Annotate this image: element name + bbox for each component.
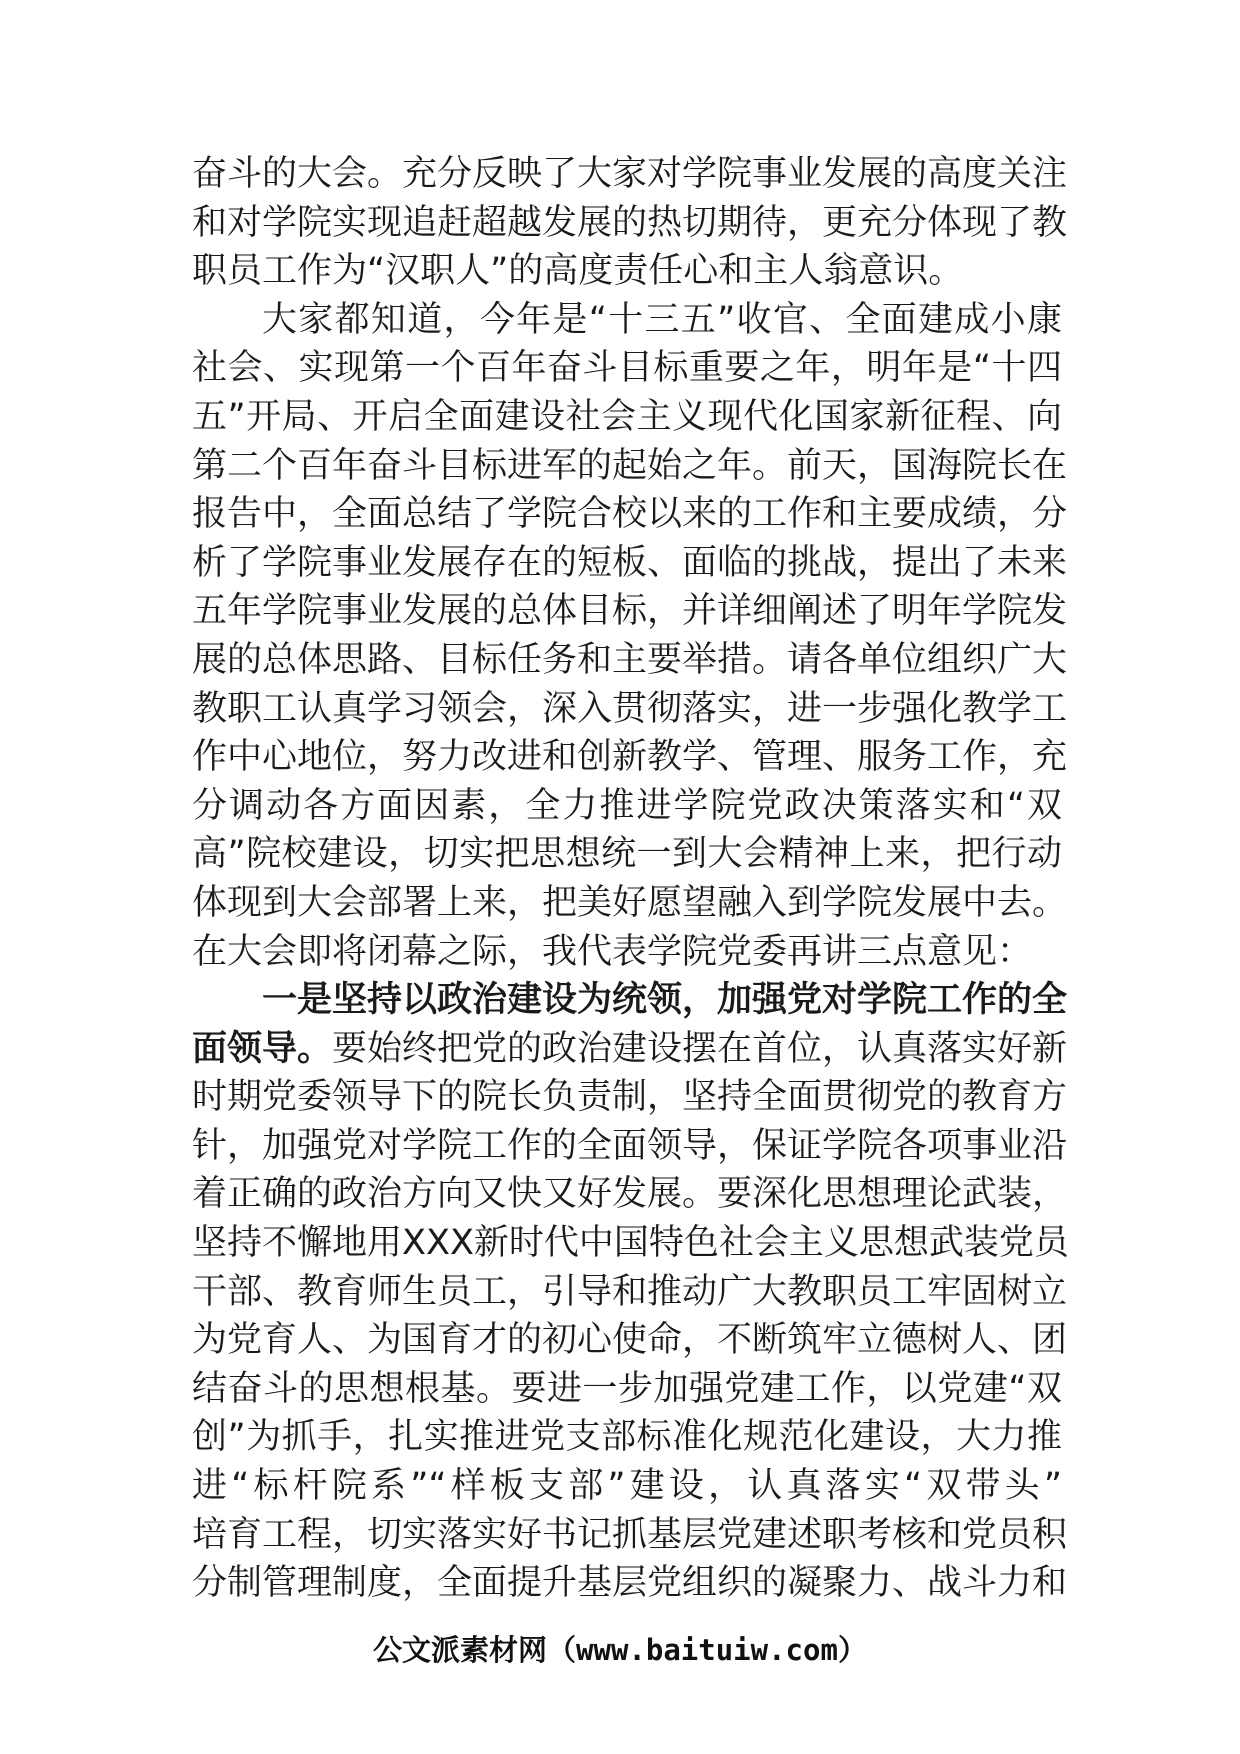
text-segment: 要始终把党的政治建设摆在首位，认真落实好新 bbox=[332, 1028, 1068, 1069]
text-line: 五”开局、开启全面建设社会主义现代化国家新征程、向 bbox=[192, 396, 1062, 437]
paragraph-start-line: 大家都知道，今年是“十三五”收官、全面建成小康 bbox=[262, 299, 1062, 340]
text-line: 报告中，全面总结了学院合校以来的工作和主要成绩，分 bbox=[192, 494, 1068, 535]
footer-close-paren: ） bbox=[837, 1633, 867, 1667]
text-line: 干部、教育师生员工，引导和推动广大教职员工牢固树立 bbox=[192, 1271, 1068, 1312]
text-line bbox=[192, 1025, 1068, 1074]
text-line: 进“标杆院系”“样板支部”建设，认真落实“双带头” bbox=[192, 1466, 1062, 1507]
text-line: 时期党委领导下的院长负责制，坚持全面贯彻党的教育方 bbox=[192, 1077, 1068, 1118]
text-line: 析了学院事业发展存在的短板、面临的挑战，提出了未来 bbox=[192, 542, 1068, 583]
text-line: 分制管理制度，全面提升基层党组织的凝聚力、战斗力和 bbox=[192, 1563, 1068, 1604]
text-line: 高”院校建设，切实把思想统一到大会精神上来，把行动 bbox=[192, 834, 1062, 875]
text-line: 结奋斗的思想根基。要进一步加强党建工作，以党建“双 bbox=[192, 1368, 1062, 1409]
text-line: 培育工程，切实落实好书记抓基层党建述职考核和党员积 bbox=[192, 1514, 1068, 1555]
footer-url-link[interactable]: www.baituiw.com bbox=[576, 1633, 838, 1667]
text-line: 创”为抓手，扎实推进党支部标准化规范化建设，大力推 bbox=[192, 1417, 1062, 1458]
text-line: 针，加强党对学院工作的全面领导，保证学院各项事业沿 bbox=[192, 1125, 1068, 1166]
site-footer bbox=[0, 1628, 1240, 1669]
text-line: 教职工认真学习领会，深入贯彻落实，进一步强化教学工 bbox=[192, 688, 1068, 729]
text-line: 分调动各方面因素，全力推进学院党政决策落实和“双 bbox=[192, 785, 1062, 826]
text-line: 体现到大会部署上来，把美好愿望融入到学院发展中去。 bbox=[192, 882, 1068, 923]
footer-site-name: 公文派素材网（ bbox=[373, 1633, 577, 1667]
text-line: 和对学院实现追赶超越发展的热切期待，更充分体现了教 bbox=[192, 202, 1068, 243]
text-line: 职员工作为“汉职人”的高度责任心和主人翁意识。 bbox=[192, 251, 964, 292]
text-line: 奋斗的大会。充分反映了大家对学院事业发展的高度关注 bbox=[192, 154, 1068, 194]
text-line: 作中心地位，努力改进和创新教学、管理、服务工作，充 bbox=[192, 737, 1068, 778]
text-line: 五年学院事业发展的总体目标，并详细阐述了明年学院发 bbox=[192, 591, 1068, 632]
text-line: 为党育人、为国育才的初心使命，不断筑牢立德树人、团 bbox=[192, 1320, 1068, 1361]
text-line: 坚持不懈地用XXX新时代中国特色社会主义思想武装党员 bbox=[192, 1223, 1069, 1264]
text-line: 社会、实现第一个百年奋斗目标重要之年，明年是“十四 bbox=[192, 348, 1062, 389]
text-line: 第二个百年奋斗目标进军的起始之年。前天，国海院长在 bbox=[192, 445, 1068, 486]
section-heading-line: 一是坚持以政治建设为统领，加强党对学院工作的全 bbox=[262, 980, 1068, 1021]
text-line: 在大会即将闭幕之际，我代表学院党委再讲三点意见： bbox=[192, 931, 1033, 972]
document-body bbox=[192, 150, 1069, 1608]
text-line: 着正确的政治方向又快又好发展。要深化思想理论武装， bbox=[192, 1174, 1068, 1215]
text-line: 展的总体思路、目标任务和主要举措。请各单位组织广大 bbox=[192, 639, 1068, 680]
section-heading-tail: 面领导。 bbox=[192, 1028, 333, 1069]
